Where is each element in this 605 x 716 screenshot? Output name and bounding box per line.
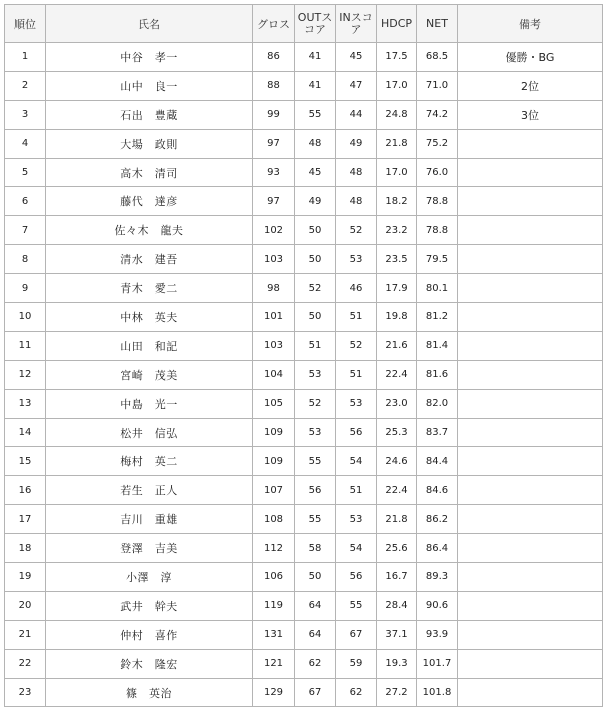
cell-gross: 119 xyxy=(253,591,295,620)
cell-note xyxy=(458,505,603,534)
cell-hdcp: 18.2 xyxy=(377,187,417,216)
cell-rank: 5 xyxy=(5,158,46,187)
cell-in-score: 44 xyxy=(336,100,377,129)
cell-rank: 21 xyxy=(5,620,46,649)
cell-name: 篠 英治 xyxy=(46,678,253,707)
cell-gross: 93 xyxy=(253,158,295,187)
table-row xyxy=(5,245,603,274)
cell-rank: 11 xyxy=(5,331,46,360)
cell-name: 宮崎 茂美 xyxy=(46,360,253,389)
table-row xyxy=(5,534,603,563)
cell-out-score: 64 xyxy=(295,620,336,649)
cell-net: 79.5 xyxy=(417,245,458,274)
cell-net: 101.7 xyxy=(417,649,458,678)
cell-rank: 17 xyxy=(5,505,46,534)
cell-gross: 103 xyxy=(253,331,295,360)
results-table xyxy=(4,4,603,707)
table-row xyxy=(5,216,603,245)
cell-note xyxy=(458,678,603,707)
cell-rank: 13 xyxy=(5,389,46,418)
cell-net: 81.6 xyxy=(417,360,458,389)
cell-out-score: 67 xyxy=(295,678,336,707)
cell-in-score: 55 xyxy=(336,591,377,620)
cell-name: 藤代 達彦 xyxy=(46,187,253,216)
table-header xyxy=(5,5,603,43)
table-row xyxy=(5,447,603,476)
cell-name: 佐々木 龍夫 xyxy=(46,216,253,245)
header-rank: 順位 xyxy=(5,5,46,43)
cell-net: 68.5 xyxy=(417,43,458,72)
cell-note xyxy=(458,158,603,187)
cell-gross: 109 xyxy=(253,418,295,447)
cell-rank: 7 xyxy=(5,216,46,245)
cell-gross: 99 xyxy=(253,100,295,129)
cell-net: 86.2 xyxy=(417,505,458,534)
header-gross: グロス xyxy=(253,5,295,43)
cell-hdcp: 17.0 xyxy=(377,158,417,187)
cell-in-score: 47 xyxy=(336,71,377,100)
cell-note xyxy=(458,418,603,447)
cell-rank: 12 xyxy=(5,360,46,389)
cell-in-score: 51 xyxy=(336,360,377,389)
cell-hdcp: 21.8 xyxy=(377,129,417,158)
table-row xyxy=(5,418,603,447)
cell-gross: 112 xyxy=(253,534,295,563)
cell-in-score: 67 xyxy=(336,620,377,649)
cell-gross: 103 xyxy=(253,245,295,274)
cell-rank: 10 xyxy=(5,303,46,332)
cell-note xyxy=(458,620,603,649)
cell-rank: 1 xyxy=(5,43,46,72)
cell-in-score: 53 xyxy=(336,505,377,534)
cell-net: 71.0 xyxy=(417,71,458,100)
cell-net: 84.4 xyxy=(417,447,458,476)
cell-hdcp: 23.0 xyxy=(377,389,417,418)
header-note: 備考 xyxy=(458,5,603,43)
cell-in-score: 56 xyxy=(336,563,377,592)
cell-name: 松井 信弘 xyxy=(46,418,253,447)
header-row xyxy=(5,5,603,43)
header-net: NET xyxy=(417,5,458,43)
cell-name: 山中 良一 xyxy=(46,71,253,100)
cell-note xyxy=(458,591,603,620)
cell-net: 81.4 xyxy=(417,331,458,360)
cell-in-score: 46 xyxy=(336,274,377,303)
cell-name: 高木 清司 xyxy=(46,158,253,187)
cell-in-score: 53 xyxy=(336,245,377,274)
cell-hdcp: 22.4 xyxy=(377,360,417,389)
cell-name: 梅村 英二 xyxy=(46,447,253,476)
table-row xyxy=(5,43,603,72)
cell-hdcp: 22.4 xyxy=(377,476,417,505)
cell-out-score: 56 xyxy=(295,476,336,505)
cell-out-score: 50 xyxy=(295,303,336,332)
cell-out-score: 53 xyxy=(295,418,336,447)
cell-note: 優勝・BG xyxy=(458,43,603,72)
table-row xyxy=(5,476,603,505)
cell-rank: 14 xyxy=(5,418,46,447)
cell-net: 101.8 xyxy=(417,678,458,707)
cell-rank: 3 xyxy=(5,100,46,129)
cell-out-score: 53 xyxy=(295,360,336,389)
cell-hdcp: 25.6 xyxy=(377,534,417,563)
cell-gross: 97 xyxy=(253,129,295,158)
cell-name: 武井 幹夫 xyxy=(46,591,253,620)
cell-hdcp: 19.8 xyxy=(377,303,417,332)
table-row xyxy=(5,158,603,187)
cell-in-score: 54 xyxy=(336,447,377,476)
table-row xyxy=(5,389,603,418)
cell-note: 2位 xyxy=(458,71,603,100)
cell-note xyxy=(458,303,603,332)
cell-out-score: 51 xyxy=(295,331,336,360)
cell-out-score: 55 xyxy=(295,447,336,476)
table-row xyxy=(5,274,603,303)
cell-in-score: 49 xyxy=(336,129,377,158)
cell-gross: 101 xyxy=(253,303,295,332)
cell-note xyxy=(458,563,603,592)
header-name: 氏名 xyxy=(46,5,253,43)
table-row xyxy=(5,505,603,534)
cell-net: 74.2 xyxy=(417,100,458,129)
cell-in-score: 54 xyxy=(336,534,377,563)
cell-out-score: 50 xyxy=(295,216,336,245)
cell-hdcp: 21.6 xyxy=(377,331,417,360)
cell-name: 吉川 重雄 xyxy=(46,505,253,534)
table-row xyxy=(5,620,603,649)
cell-out-score: 52 xyxy=(295,389,336,418)
cell-out-score: 62 xyxy=(295,649,336,678)
cell-name: 中島 光一 xyxy=(46,389,253,418)
cell-rank: 22 xyxy=(5,649,46,678)
cell-name: 中林 英夫 xyxy=(46,303,253,332)
cell-rank: 8 xyxy=(5,245,46,274)
cell-name: 石出 豊蔵 xyxy=(46,100,253,129)
cell-out-score: 50 xyxy=(295,245,336,274)
cell-note xyxy=(458,274,603,303)
cell-note xyxy=(458,245,603,274)
cell-rank: 9 xyxy=(5,274,46,303)
table-row xyxy=(5,563,603,592)
cell-net: 86.4 xyxy=(417,534,458,563)
cell-note xyxy=(458,534,603,563)
cell-note xyxy=(458,331,603,360)
cell-net: 93.9 xyxy=(417,620,458,649)
cell-out-score: 49 xyxy=(295,187,336,216)
cell-gross: 97 xyxy=(253,187,295,216)
cell-in-score: 48 xyxy=(336,158,377,187)
cell-rank: 15 xyxy=(5,447,46,476)
cell-in-score: 52 xyxy=(336,331,377,360)
cell-hdcp: 25.3 xyxy=(377,418,417,447)
cell-note xyxy=(458,476,603,505)
table-row xyxy=(5,331,603,360)
cell-note xyxy=(458,360,603,389)
cell-note xyxy=(458,187,603,216)
cell-rank: 23 xyxy=(5,678,46,707)
cell-hdcp: 23.2 xyxy=(377,216,417,245)
cell-gross: 131 xyxy=(253,620,295,649)
table-row xyxy=(5,303,603,332)
table-row xyxy=(5,678,603,707)
table-row xyxy=(5,649,603,678)
table-row xyxy=(5,129,603,158)
cell-in-score: 56 xyxy=(336,418,377,447)
cell-net: 89.3 xyxy=(417,563,458,592)
cell-hdcp: 28.4 xyxy=(377,591,417,620)
cell-net: 83.7 xyxy=(417,418,458,447)
cell-net: 90.6 xyxy=(417,591,458,620)
cell-name: 山田 和記 xyxy=(46,331,253,360)
cell-gross: 107 xyxy=(253,476,295,505)
cell-note xyxy=(458,129,603,158)
cell-name: 鈴木 隆宏 xyxy=(46,649,253,678)
cell-name: 登澤 吉美 xyxy=(46,534,253,563)
cell-gross: 108 xyxy=(253,505,295,534)
cell-gross: 106 xyxy=(253,563,295,592)
cell-rank: 4 xyxy=(5,129,46,158)
cell-rank: 6 xyxy=(5,187,46,216)
header-in-score: INスコア xyxy=(336,5,377,43)
table-row xyxy=(5,360,603,389)
cell-hdcp: 17.9 xyxy=(377,274,417,303)
cell-out-score: 52 xyxy=(295,274,336,303)
cell-note xyxy=(458,447,603,476)
cell-net: 82.0 xyxy=(417,389,458,418)
cell-out-score: 48 xyxy=(295,129,336,158)
cell-name: 小澤 淳 xyxy=(46,563,253,592)
table-row xyxy=(5,100,603,129)
cell-net: 78.8 xyxy=(417,187,458,216)
cell-note xyxy=(458,389,603,418)
table-row xyxy=(5,71,603,100)
cell-net: 81.2 xyxy=(417,303,458,332)
cell-net: 75.2 xyxy=(417,129,458,158)
cell-out-score: 55 xyxy=(295,100,336,129)
cell-name: 清水 建吾 xyxy=(46,245,253,274)
cell-rank: 16 xyxy=(5,476,46,505)
cell-out-score: 55 xyxy=(295,505,336,534)
cell-hdcp: 17.0 xyxy=(377,71,417,100)
cell-net: 80.1 xyxy=(417,274,458,303)
cell-note xyxy=(458,216,603,245)
cell-name: 大場 政則 xyxy=(46,129,253,158)
cell-name: 仲村 喜作 xyxy=(46,620,253,649)
cell-rank: 19 xyxy=(5,563,46,592)
cell-net: 84.6 xyxy=(417,476,458,505)
cell-in-score: 48 xyxy=(336,187,377,216)
cell-hdcp: 17.5 xyxy=(377,43,417,72)
cell-out-score: 41 xyxy=(295,43,336,72)
cell-name: 若生 正人 xyxy=(46,476,253,505)
cell-in-score: 62 xyxy=(336,678,377,707)
table-row xyxy=(5,187,603,216)
cell-note: 3位 xyxy=(458,100,603,129)
cell-gross: 102 xyxy=(253,216,295,245)
cell-name: 青木 愛二 xyxy=(46,274,253,303)
cell-gross: 98 xyxy=(253,274,295,303)
cell-out-score: 45 xyxy=(295,158,336,187)
cell-hdcp: 21.8 xyxy=(377,505,417,534)
cell-hdcp: 19.3 xyxy=(377,649,417,678)
cell-in-score: 45 xyxy=(336,43,377,72)
cell-out-score: 64 xyxy=(295,591,336,620)
cell-gross: 129 xyxy=(253,678,295,707)
cell-in-score: 59 xyxy=(336,649,377,678)
cell-rank: 2 xyxy=(5,71,46,100)
cell-net: 78.8 xyxy=(417,216,458,245)
cell-rank: 20 xyxy=(5,591,46,620)
cell-in-score: 51 xyxy=(336,303,377,332)
cell-gross: 105 xyxy=(253,389,295,418)
cell-gross: 104 xyxy=(253,360,295,389)
cell-hdcp: 24.8 xyxy=(377,100,417,129)
cell-gross: 121 xyxy=(253,649,295,678)
header-out-score: OUTスコア xyxy=(295,5,336,43)
header-hdcp: HDCP xyxy=(377,5,417,43)
cell-hdcp: 16.7 xyxy=(377,563,417,592)
cell-name: 中谷 孝一 xyxy=(46,43,253,72)
cell-hdcp: 24.6 xyxy=(377,447,417,476)
cell-gross: 109 xyxy=(253,447,295,476)
table-row xyxy=(5,591,603,620)
cell-out-score: 41 xyxy=(295,71,336,100)
cell-rank: 18 xyxy=(5,534,46,563)
table-body xyxy=(5,43,603,707)
cell-hdcp: 37.1 xyxy=(377,620,417,649)
cell-gross: 86 xyxy=(253,43,295,72)
cell-hdcp: 27.2 xyxy=(377,678,417,707)
cell-note xyxy=(458,649,603,678)
cell-in-score: 51 xyxy=(336,476,377,505)
cell-gross: 88 xyxy=(253,71,295,100)
cell-net: 76.0 xyxy=(417,158,458,187)
cell-in-score: 53 xyxy=(336,389,377,418)
cell-in-score: 52 xyxy=(336,216,377,245)
cell-hdcp: 23.5 xyxy=(377,245,417,274)
cell-out-score: 58 xyxy=(295,534,336,563)
cell-out-score: 50 xyxy=(295,563,336,592)
